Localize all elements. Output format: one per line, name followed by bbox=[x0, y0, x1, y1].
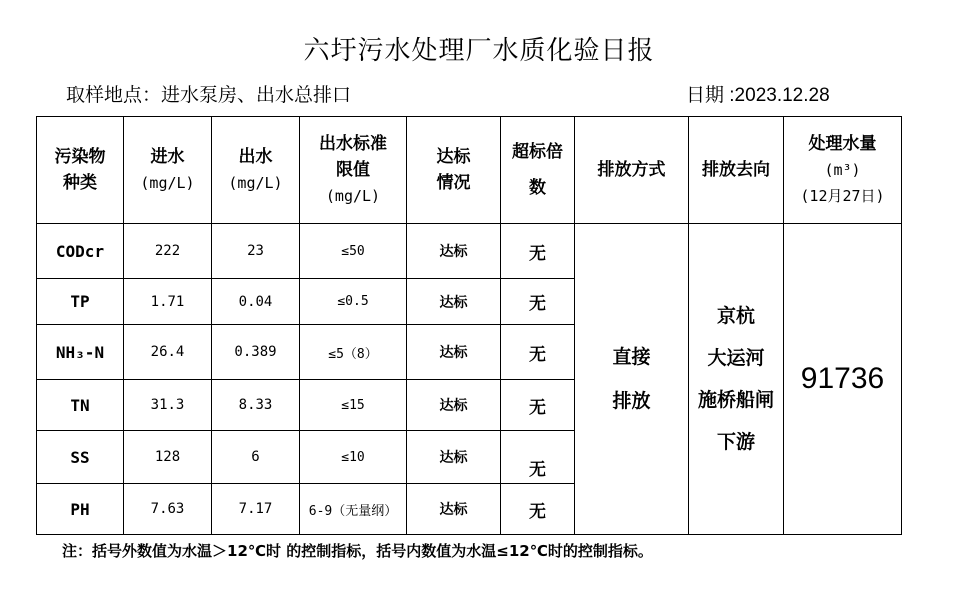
effluent-value: 7.17 bbox=[212, 484, 300, 535]
effluent-value: 0.04 bbox=[212, 279, 300, 325]
header-volume: 处理水量 (m³) (12月27日) bbox=[784, 117, 902, 224]
status-value: 达标 bbox=[407, 224, 501, 279]
status-value: 达标 bbox=[407, 431, 501, 484]
influent-value: 26.4 bbox=[124, 325, 212, 380]
header-effluent: 出水 (mg/L) bbox=[212, 117, 300, 224]
discharge-method-cell: 直接 排放 bbox=[575, 224, 689, 535]
limit-value: ≤5（8） bbox=[300, 325, 407, 380]
effluent-value: 6 bbox=[212, 431, 300, 484]
exceed-value: 无 bbox=[501, 279, 575, 325]
exceed-value: 无 bbox=[501, 224, 575, 279]
header-limit: 出水标准 限值 (mg/L) bbox=[300, 117, 407, 224]
report-date: 日期 :2023.12.28 bbox=[686, 85, 830, 106]
status-value: 达标 bbox=[407, 279, 501, 325]
pollutant-name: TN bbox=[37, 380, 124, 431]
pollutant-name: TP bbox=[37, 279, 124, 325]
limit-value: ≤10 bbox=[300, 431, 407, 484]
exceed-value: 无 bbox=[501, 325, 575, 380]
influent-value: 31.3 bbox=[124, 380, 212, 431]
exceed-value: 无 bbox=[501, 380, 575, 431]
limit-value: ≤0.5 bbox=[300, 279, 407, 325]
sampling-location: 取样地点：进水泵房、出水总排口 bbox=[66, 84, 352, 106]
limit-value: 6-9（无量纲） bbox=[300, 484, 407, 535]
header-pollutant: 污染物 种类 bbox=[37, 117, 124, 224]
influent-value: 128 bbox=[124, 431, 212, 484]
status-value: 达标 bbox=[407, 484, 501, 535]
exceed-value: 无 bbox=[501, 431, 575, 484]
header-row bbox=[37, 117, 902, 224]
header-status: 达标 情况 bbox=[407, 117, 501, 224]
discharge-direction-cell: 京杭 大运河 施桥船闸 下游 bbox=[689, 224, 784, 535]
influent-value: 1.71 bbox=[124, 279, 212, 325]
limit-value: ≤50 bbox=[300, 224, 407, 279]
footnote: 注：括号外数值为水温＞12℃时 的控制指标，括号内数值为水温≤12℃时的控制指标。 bbox=[62, 542, 653, 560]
status-value: 达标 bbox=[407, 325, 501, 380]
exceed-value: 无 bbox=[501, 484, 575, 535]
header-discharge-direction: 排放去向 bbox=[689, 117, 784, 224]
header-discharge-method: 排放方式 bbox=[575, 117, 689, 224]
influent-value: 222 bbox=[124, 224, 212, 279]
status-value: 达标 bbox=[407, 380, 501, 431]
effluent-value: 0.389 bbox=[212, 325, 300, 380]
water-quality-table bbox=[36, 116, 902, 535]
pollutant-name: PH bbox=[37, 484, 124, 535]
effluent-value: 23 bbox=[212, 224, 300, 279]
treated-volume: 91736 bbox=[784, 224, 902, 535]
pollutant-name: NH₃-N bbox=[37, 325, 124, 380]
effluent-value: 8.33 bbox=[212, 380, 300, 431]
pollutant-name: CODcr bbox=[37, 224, 124, 279]
table-row bbox=[37, 224, 902, 279]
header-exceed: 超标倍 数 bbox=[501, 117, 575, 224]
influent-value: 7.63 bbox=[124, 484, 212, 535]
limit-value: ≤15 bbox=[300, 380, 407, 431]
pollutant-name: SS bbox=[37, 431, 124, 484]
report-title: 六圩污水处理厂水质化验日报 bbox=[303, 36, 655, 66]
header-influent: 进水 (mg/L) bbox=[124, 117, 212, 224]
